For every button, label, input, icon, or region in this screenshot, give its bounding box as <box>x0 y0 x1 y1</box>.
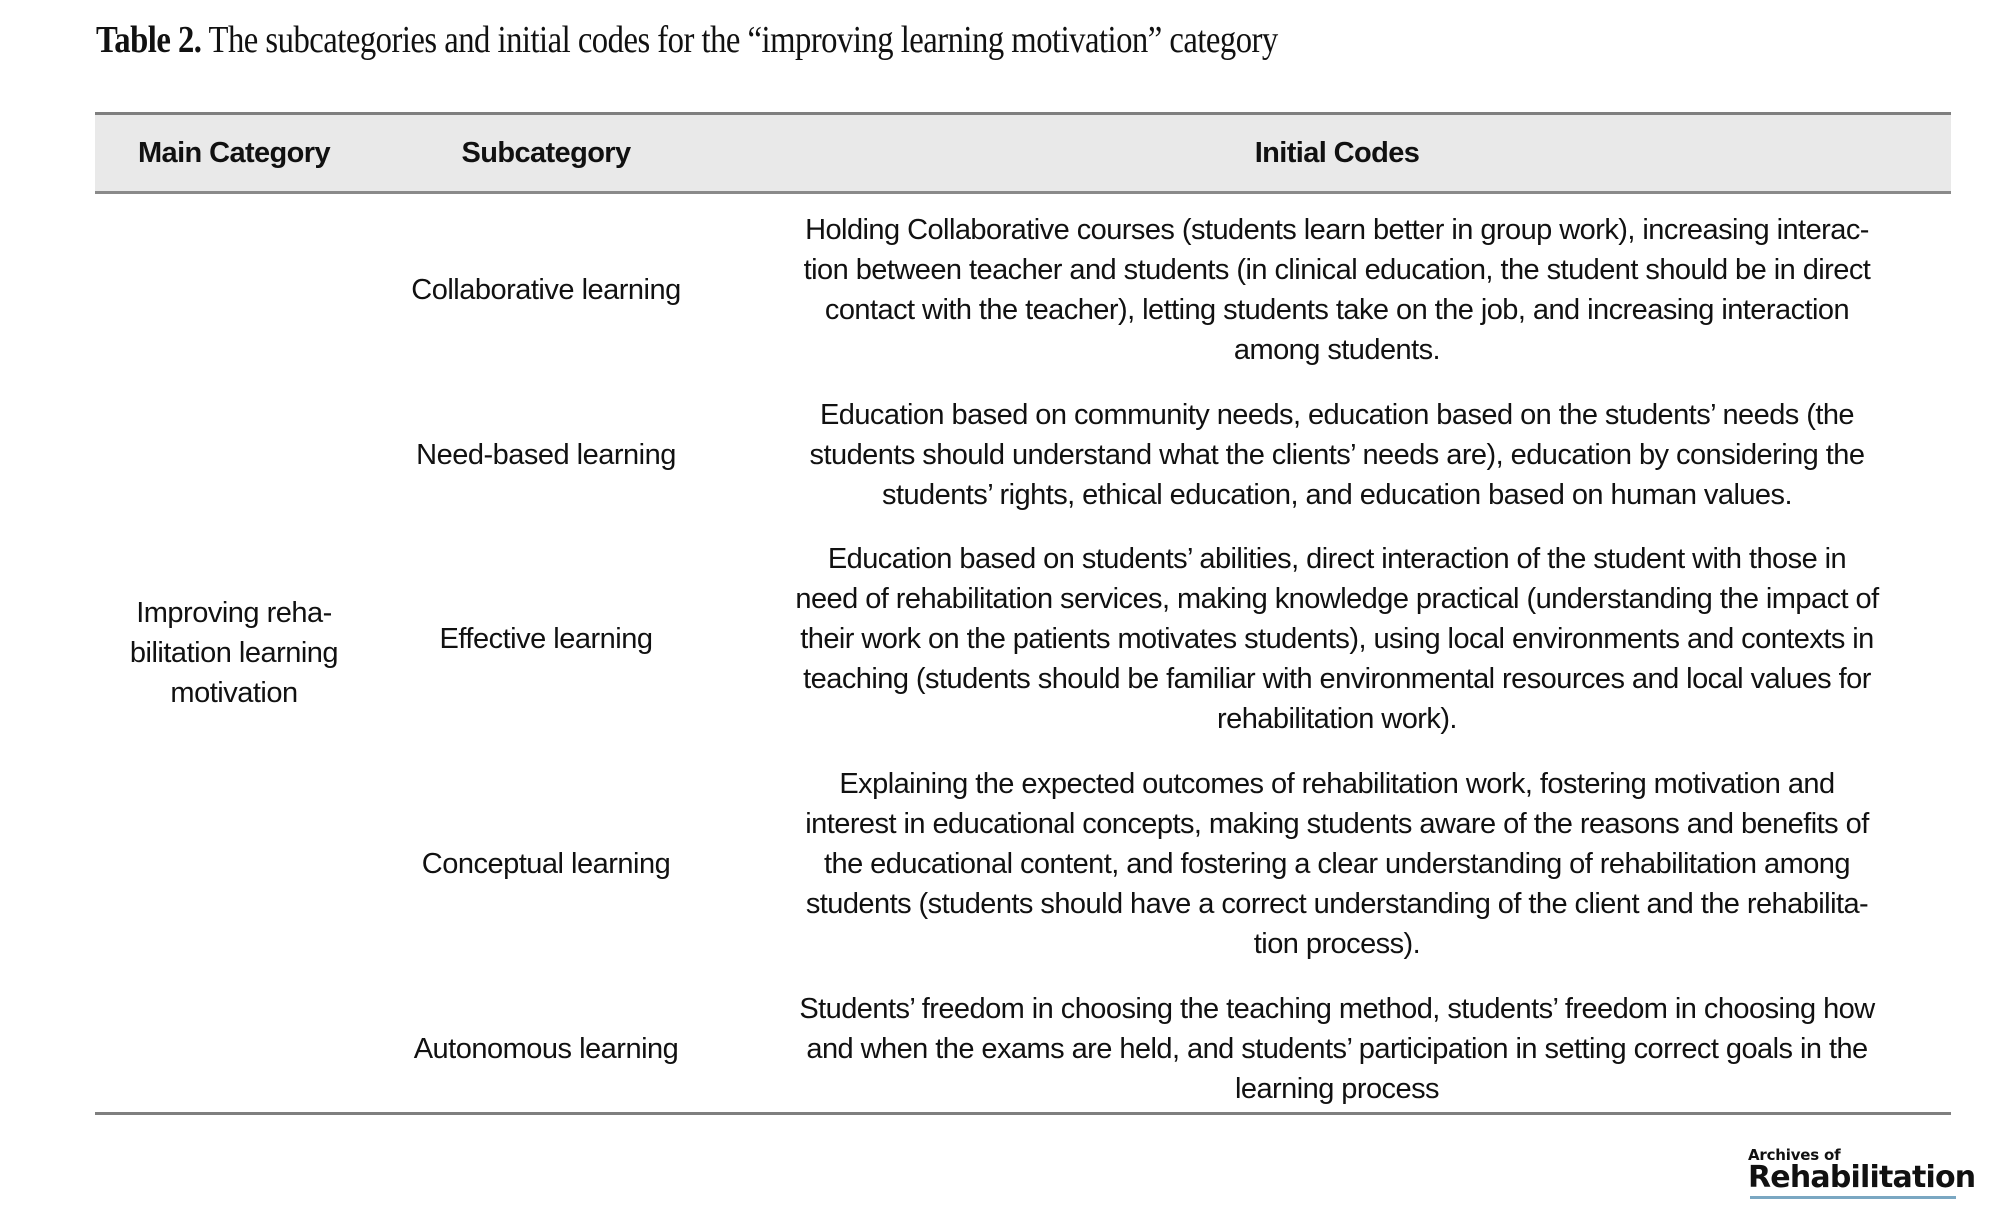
logo-underline <box>1750 1196 1956 1199</box>
initial-codes-cell <box>735 539 1939 739</box>
main-category-line: motivation <box>170 677 298 709</box>
main-category-line: bilitation learning <box>129 637 339 669</box>
codes-line: learning process <box>1234 1073 1439 1105</box>
subcategory-cell: Effective learning <box>439 622 653 655</box>
table-body <box>95 194 1951 1115</box>
codes-line: the educational content, and fostering a clear understanding of rehabilitation among <box>824 848 1850 880</box>
table-row <box>95 764 1951 964</box>
initial-codes-cell <box>735 989 1939 1109</box>
table-row <box>95 210 1951 370</box>
main-category-line: Improving reha- <box>136 597 332 629</box>
codes-line: Explaining the expected outcomes of rehabilitation work, fostering motivation and <box>839 768 1835 800</box>
codes-line: Holding Collaborative courses (students learn better in group work), increasing interac- <box>805 214 1869 246</box>
table-caption-text: The subcategories and initial codes for the “improving learning motivation” category <box>201 19 1278 61</box>
table-row <box>95 539 1951 739</box>
codes-line: tion between teacher and students (in clinical education, the student should be in direct <box>803 254 1871 286</box>
codes-line: Students’ freedom in choosing the teaching method, students’ freedom in choosing how <box>799 993 1875 1025</box>
logo-line-rehabilitation: Rehabilitation <box>1748 1160 1976 1195</box>
header-subcategory: Subcategory <box>461 137 631 169</box>
journal-logo <box>1748 1146 1976 1202</box>
initial-codes-cell <box>735 395 1939 515</box>
codes-line: and when the exams are held, and students’ participation in setting correct goals in the <box>806 1033 1868 1065</box>
codes-line: rehabilitation work). <box>1217 703 1457 735</box>
codes-line: students should understand what the clients’ needs are), education by considering the <box>809 439 1865 471</box>
initial-codes-cell <box>735 764 1939 964</box>
codes-line: teaching (students should be familiar with environmental resources and local values for <box>803 663 1871 695</box>
codes-line: students (students should have a correct understanding of the client and the rehabilita- <box>805 888 1869 920</box>
table-row <box>95 989 1951 1109</box>
table-caption <box>96 18 1278 62</box>
codes-line: interest in educational concepts, making students aware of the reasons and benefits of <box>805 808 1869 840</box>
codes-line: need of rehabilitation services, making knowledge practical (understanding the impact of <box>795 583 1879 615</box>
codes-line: Education based on community needs, education based on the students’ needs (the <box>819 399 1855 431</box>
initial-codes-cell <box>735 210 1939 370</box>
logo-line-archives: Archives of <box>1748 1146 1841 1164</box>
codes-table <box>95 112 1951 1115</box>
codes-line: among students. <box>1233 334 1441 366</box>
codes-line: contact with the teacher), letting students take on the job, and increasing interaction <box>824 294 1850 326</box>
subcategory-cell: Conceptual learning <box>421 847 671 880</box>
header-main-category: Main Category <box>137 137 330 169</box>
codes-line: tion process). <box>1253 928 1421 960</box>
codes-line: Education based on students’ abilities, direct interaction of the student with those in <box>827 543 1847 575</box>
subcategory-cell: Autonomous learning <box>413 1032 679 1065</box>
header-initial-codes: Initial Codes <box>1254 137 1420 169</box>
subcategory-cell: Collaborative learning <box>411 273 681 306</box>
table-row <box>95 395 1951 515</box>
codes-line: their work on the patients motivates students), using local environments and contexts in <box>800 623 1874 655</box>
table-header <box>95 112 1951 194</box>
table-caption-label: Table 2. <box>96 19 202 61</box>
codes-line: students’ rights, ethical education, and education based on human values. <box>882 479 1792 511</box>
subcategory-cell: Need-based learning <box>416 438 676 471</box>
